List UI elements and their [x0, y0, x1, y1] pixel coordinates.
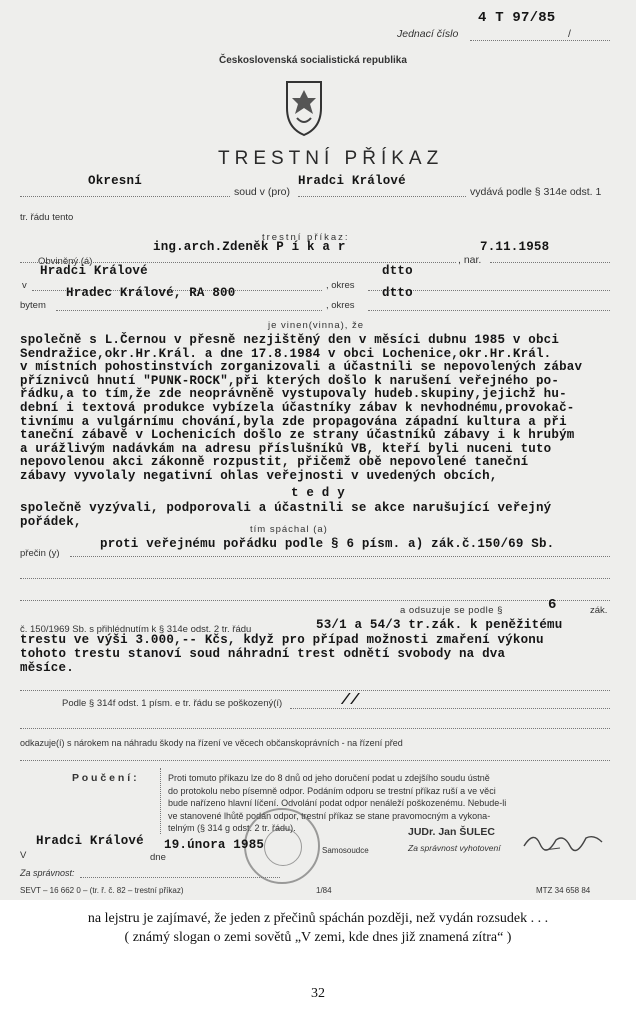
- zak-label: zák.: [590, 605, 608, 616]
- sentence-line: měsíce.: [20, 661, 74, 675]
- okres-label: , okres: [326, 280, 355, 291]
- signature-dne-label: dne: [150, 852, 166, 863]
- damages-label: Podle § 314f odst. 1 písm. e tr. řádu se poškozený(í): [62, 698, 283, 709]
- verdict-line: taneční zábavě v Lochenicích došlo ze strany účastníků zábavy i k hrubým: [20, 428, 575, 443]
- pouceni-line: bude nařízeno hlavní líčení. Odvolání podat odpor nenáleží poškozenému. Nebude-li: [168, 798, 507, 808]
- case-slash: /: [568, 28, 571, 40]
- verdict-line: Sendražice,okr.Hr.Král. a dne 17.8.1984 v obci Lochenice,okr.Hr.Král.: [20, 346, 552, 361]
- pouceni-border: [160, 768, 162, 834]
- nar-label: , nar.: [458, 254, 482, 266]
- state-emblem-icon: [283, 78, 325, 138]
- vinen-label: je vinen(vinna), že: [268, 320, 365, 331]
- trestni-prikaz-label: trestní příkaz:: [262, 232, 350, 243]
- odkazuje-label: odkazuje(í) s nárokem na náhradu škody na řízení ve věcech občanskoprávních - na řízení před: [20, 738, 403, 748]
- pouceni-line: telným (§ 314 g odst. 2 tr. řádu).: [168, 823, 296, 833]
- page-number: 32: [311, 986, 325, 1001]
- verdict-line: nepovolenou akci zákonně rozpustit, přičemž obě nepovolené taneční: [20, 455, 529, 470]
- v-label: v: [22, 280, 27, 291]
- bytem-label: bytem: [20, 300, 46, 311]
- okres-value-2: dtto: [382, 286, 413, 300]
- court-city: Hradci Králové: [298, 174, 406, 188]
- form-code-middle: 1/84: [316, 886, 332, 895]
- pouceni-label: P o u č e n í :: [72, 772, 137, 784]
- vydava-label: vydává podle § 314e odst. 1: [470, 186, 602, 198]
- state-name: Československá socialistická republika: [219, 55, 407, 66]
- pouceni-line: Proti tomuto příkazu lze do 8 dnů od jeho doručení podat u zdejšího soudu ústně: [168, 773, 490, 783]
- okres-value: dtto: [382, 264, 413, 278]
- judge-name: JUDr. Jan ŠULEC: [408, 826, 495, 838]
- court-type: Okresní: [88, 174, 142, 188]
- form-code-right: MTZ 34 658 84: [536, 886, 591, 895]
- verdict-line: v místních pohostinstvích zorganizovali a účastnili se nepovolených zábav: [20, 360, 583, 375]
- verdict-line: příznivců hnutí "PUNK-ROCK",při kterých došlo k narušení veřejného po-: [20, 373, 560, 388]
- signature-date: 19.února 1985: [164, 838, 265, 852]
- verdict-line: řádku,a to tím,že zde neoprávněně vystupovaly hudeb.skupiny,jejichž hu-: [20, 387, 567, 402]
- accused-name: ing.arch.Zdeněk P í k a r: [153, 240, 346, 254]
- form-code-left: SEVT – 16 662 0 – (tr. ř. č. 82 – trestní příkaz): [20, 886, 184, 895]
- sentence-text: [20, 633, 620, 675]
- poskozeny-value: //: [341, 692, 360, 709]
- odsuzuje-label: a odsuzuje se podle §: [400, 605, 503, 616]
- law-reference: č. 150/1969 Sb. s přihlédnutím k § 314e odst. 2 tr. řádu: [20, 624, 252, 635]
- spachal-label: tím spáchal (a): [250, 524, 328, 535]
- okres-label-2: , okres: [326, 300, 355, 311]
- precin-text: proti veřejnému pořádku podle § 6 písm. a) zák.č.150/69 Sb.: [100, 537, 555, 551]
- birthplace: Hradci Králové: [40, 264, 148, 278]
- verdict-line: zábavy vyvolaly negativní ohlas veřejnosti v uvedených obcích,: [20, 468, 498, 483]
- verdict-text: [20, 334, 620, 484]
- precin-label: přečin (y): [20, 548, 60, 559]
- tr-radu-label: tr. řádu tento: [20, 212, 74, 223]
- signature-place: Hradci Králové: [36, 834, 144, 848]
- sentence-line: tohoto trestu stanoví soud náhradní trest odnětí svobody na dva: [20, 647, 506, 661]
- verdict-line: dební i textová produkce vybízela účastníky zábav k nevhodnému,provokač-: [20, 400, 575, 415]
- verdict-line-2: společně vyzývali, podporovali a účastnili se akce narušující veřejný: [20, 501, 552, 515]
- sentence-paragraph: 6: [548, 597, 557, 613]
- za-spravnost-bottom: Za správnost:: [20, 868, 75, 878]
- signature-scribble-icon: [520, 826, 606, 856]
- pouceni-line: ve stanovené lhůtě podán odpor, trestní příkaz se stane pravomocným a vykona-: [168, 810, 491, 821]
- law-reference-typed: 53/1 a 54/3 tr.zák. k peněžitému: [316, 618, 563, 632]
- obvineny-label: Obviněný (á): [38, 256, 93, 267]
- caption-line-2: ( známý slogan o zemi sovětů „V zemi, kde dnes již znamená zítra“ ): [124, 930, 512, 945]
- sentence-line: trestu ve výši 3.000,-- Kčs, když pro případ možnosti zmaření výkonu: [20, 633, 544, 647]
- pouceni-line: do protokolu nebo písemně odpor. Podáním odporu se trestní příkaz ruší a ve věci: [168, 785, 496, 796]
- caption-line-1: na lejstru je zajímavé, že jeden z přečinů spáchán později, než vydán rozsudek . . .: [87, 911, 549, 926]
- za-spravnost-label: Za správnost vyhotovení: [408, 843, 501, 853]
- soud-label: soud v (pro): [234, 186, 291, 198]
- verdict-line: tivnímu a vulgárnímu chování,byla zde propagována západní kultura a při: [20, 414, 567, 429]
- verdict-line: a urážlivým nadávkám na adresu příslušníků VB, kteří byli nuceni tuto: [20, 441, 552, 456]
- case-number: 4 T 97/85: [478, 10, 556, 26]
- senator-label: Samosoudce: [322, 846, 369, 855]
- signature-v-label: V: [20, 850, 27, 861]
- jednaci-cislo-label: Jednací číslo: [397, 28, 459, 40]
- tedy-word: t e d y: [291, 486, 345, 500]
- birth-date: 7.11.1958: [480, 240, 550, 254]
- verdict-line-2: pořádek,: [20, 515, 82, 529]
- verdict-line: společně s L.Černou v přesně nezjištěný den v měsíci dubnu 1985 v obci: [20, 333, 560, 347]
- document-title: TRESTNÍ PŘÍKAZ: [218, 148, 444, 169]
- address: Hradec Králové, RA 800: [66, 286, 236, 300]
